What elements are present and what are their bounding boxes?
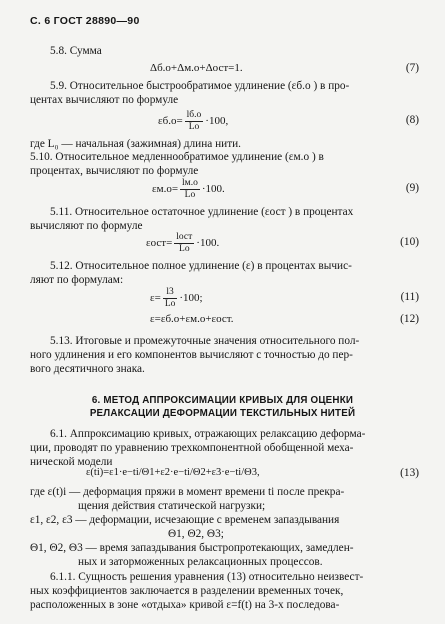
s511-denominator: Lо (179, 244, 190, 254)
s512-formula2: ε=εб.о+εм.о+εост. (150, 313, 234, 325)
s510-formula-rhs: ·100. (201, 183, 225, 196)
s513-line2: ного удлинения и его компонентов вычисляют с точностью до пер- (30, 349, 353, 361)
s61-formula: ε(ti)=ε1·e−ti/Θ1+ε2·e−ti/Θ2+ε3·e−ti/Θ3, (86, 467, 260, 478)
page-header: С. 6 ГОСТ 28890—90 (30, 15, 140, 27)
s61-line2: ции, проводят по уравнению трехкомпонентной обобщенной меха- (30, 442, 354, 454)
s59-denominator: Lо (188, 122, 200, 132)
s611-line1: 6.1.1. Сущность решения уравнения (13) относительно неизвест- (50, 571, 364, 583)
s58-formula: Δб.о+Δм.о+Δост=1. (150, 62, 243, 74)
s512-line1: 5.12. Относительное полное удлинение (ε) в процентах вычис- (50, 260, 352, 272)
s58-eq-number: (7) (405, 62, 419, 74)
s61-where4: Θ1, Θ2, Θ3; (168, 528, 224, 540)
s511-eq-number: (10) (400, 236, 419, 248)
s59-line3: где L₀ — начальная (зажимная) длина нити. (30, 138, 242, 150)
s59-formula-lhs: εб.о= (158, 115, 183, 128)
s61-where2: щения действия статической нагрузки; (78, 500, 266, 512)
s59-eq-number: (8) (405, 114, 419, 126)
s611-line3: расположенных в зоне «отдыха» кривой ε=f(t) на 3-х последова- (30, 599, 340, 611)
s513-line3: вого десятичного знака. (30, 363, 145, 375)
s611-line2: ных коэффициентов заключается в разделении временных точек, (30, 585, 344, 597)
s511-formula (146, 232, 219, 255)
s510-eq-number: (9) (405, 182, 419, 194)
s510-formula-lhs: εм.о= (152, 183, 179, 196)
s511-formula-rhs: ·100. (196, 237, 220, 250)
section6-title-line2: РЕЛАКСАЦИИ ДЕФОРМАЦИИ ТЕКСТИЛЬНЫХ НИТЕЙ (89, 408, 356, 419)
s61-line1: 6.1. Аппроксимацию кривых, отражающих релаксацию деформа- (50, 428, 366, 440)
s511-formula-lhs: εост= (146, 237, 173, 250)
s511-line1: 5.11. Относительное остаточное удлинение (εост ) в процентах (50, 206, 354, 218)
s512-fraction (163, 287, 178, 310)
s510-fraction (180, 178, 200, 201)
s59-formula (158, 110, 228, 133)
s511-numerator: lост (176, 232, 193, 242)
s61-where5: Θ1, Θ2, Θ3 — время запаздывания быстропротекающих, замедлен- (30, 542, 354, 554)
s512-eq-number-2: (12) (400, 313, 419, 325)
s510-numerator: lм.о (182, 178, 198, 188)
s59-formula-rhs: ·100, (205, 115, 229, 128)
s61-where6: ных и заторможенных релаксационных процессов. (78, 556, 323, 568)
s59-numerator: lб.о (186, 110, 202, 120)
s58-title: 5.8. Сумма (50, 45, 102, 57)
s510-line2: процентах, вычисляют по формуле (30, 165, 199, 177)
s510-formula (152, 178, 225, 201)
s512-denominator: Lо (164, 299, 176, 309)
s512-eq-number-1: (11) (400, 291, 419, 303)
s61-where1: где ε(t)i — деформация пряжи в момент времени ti после прекра- (30, 486, 345, 498)
s513-line1: 5.13. Итоговые и промежуточные значения относительного пол- (50, 335, 360, 347)
s59-fraction (185, 110, 204, 133)
s511-line2: вычисляют по формуле (30, 220, 143, 232)
s510-denominator: Lо (184, 190, 196, 200)
s59-line2: центах вычисляют по формуле (30, 94, 179, 106)
s511-fraction (174, 232, 194, 255)
s512-formula1-lhs: ε= (150, 292, 161, 305)
s512-line2: ляют по формулам: (30, 274, 124, 286)
s61-eq-number: (13) (400, 467, 419, 479)
s512-numerator: l3 (163, 287, 178, 299)
s61-where3: ε1, ε2, ε3 — деформации, исчезающие с временем запаздывания (30, 514, 340, 526)
s512-formula1-rhs: ·100; (179, 292, 203, 305)
s61-line3: нической модели (30, 456, 113, 468)
s510-line1: 5.10. Относительное медленнообратимое удлинение (εм.о ) в (30, 151, 324, 163)
s59-line1: 5.9. Относительное быстрообратимое удлинение (εб.о ) в про- (50, 80, 350, 92)
s512-formula1 (150, 287, 203, 310)
section6-title-line1: 6. МЕТОД АППРОКСИМАЦИИ КРИВЫХ ДЛЯ ОЦЕНКИ (91, 395, 354, 406)
